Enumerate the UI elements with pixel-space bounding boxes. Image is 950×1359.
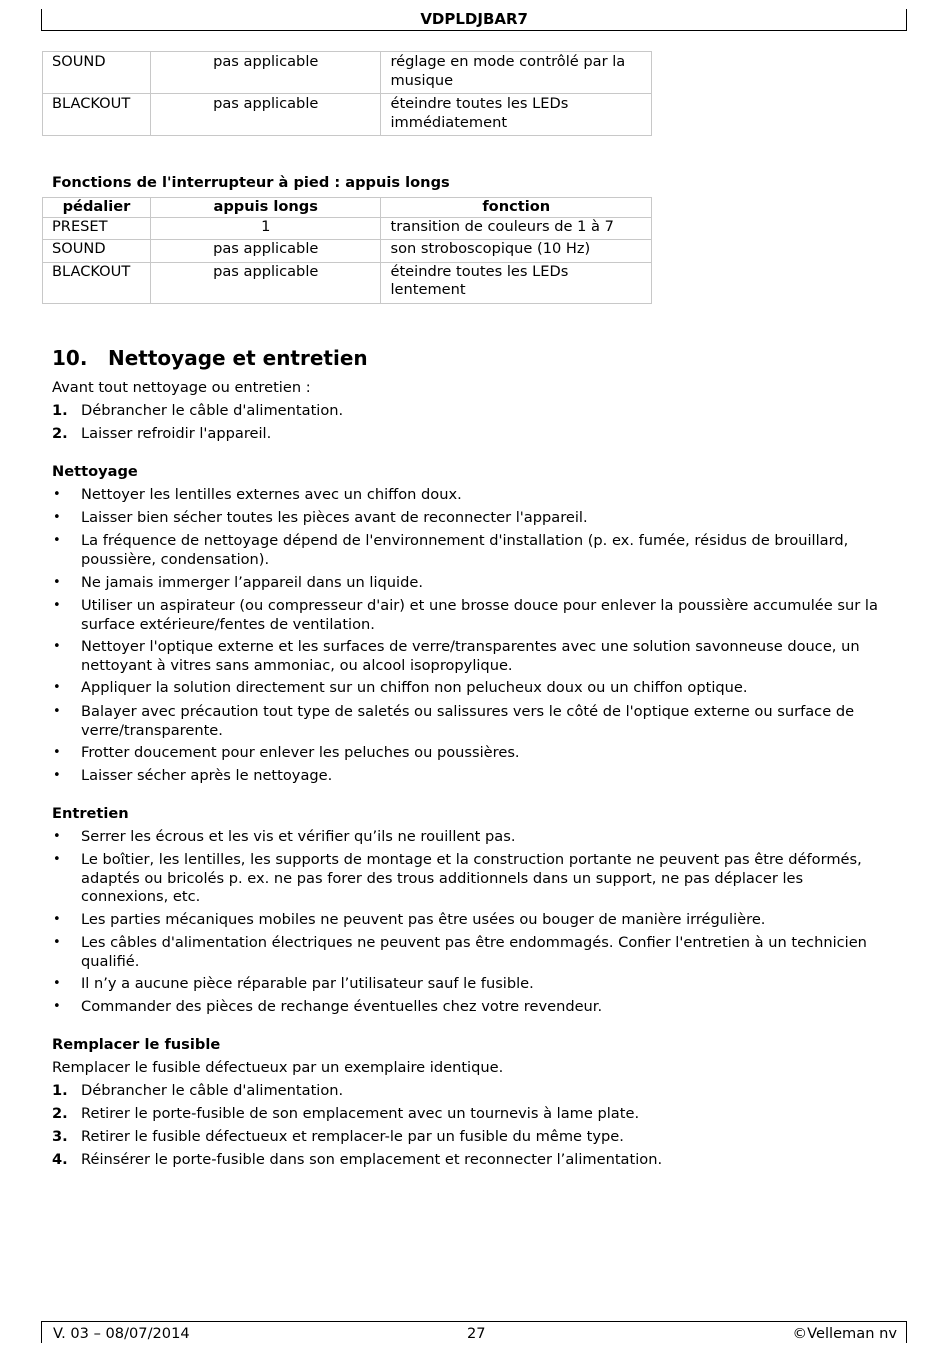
- table-caption: Fonctions de l'interrupteur à pied : appuis longs: [52, 174, 450, 191]
- bullet-text: Les parties mécaniques mobiles ne peuvent pas être usées ou bouger de manière irrégulière.: [81, 911, 766, 928]
- bullet-icon: •: [53, 533, 61, 548]
- copyright: ©Velleman nv: [792, 1325, 897, 1342]
- bullet-text: Nettoyer l'optique externe et les surfaces de verre/transparentes avec une solution savonneuse douce, un nettoyant à vitres sans ammoniac, ou alcool isopropylique.: [81, 638, 860, 674]
- page-footer: [41, 1321, 907, 1343]
- step-text: Débrancher le câble d'alimentation.: [81, 402, 344, 419]
- column-header: appuis longs: [150, 198, 381, 218]
- subheading-cleaning: Nettoyage: [52, 463, 138, 480]
- table-cell: pas applicable: [150, 262, 381, 303]
- document-title: VDPLDJBAR7: [420, 10, 528, 28]
- bullet-icon: •: [53, 704, 61, 719]
- bullet-text: Les câbles d'alimentation électriques ne peuvent pas être endommagés. Confier l'entretien à un technicien qualifié.: [81, 934, 867, 970]
- column-header: pédalier: [43, 198, 151, 218]
- bullet-icon: •: [53, 912, 61, 927]
- fuse-intro: Remplacer le fusible défectueux par un exemplaire identique.: [52, 1059, 504, 1076]
- bullet-text: Il n’y a aucune pièce réparable par l’utilisateur sauf le fusible.: [81, 975, 534, 992]
- bullet-icon: •: [53, 639, 61, 654]
- function-table-short: [42, 51, 652, 136]
- bullet-icon: •: [53, 510, 61, 525]
- table-cell: PRESET: [43, 217, 151, 240]
- step-number: 1.: [52, 1082, 68, 1099]
- step-text: Débrancher le câble d'alimentation.: [81, 1082, 344, 1099]
- bullet-text: La fréquence de nettoyage dépend de l'environnement d'installation (p. ex. fumée, résidus de brouillard, poussière, condensation).: [81, 532, 849, 568]
- section-heading: [52, 346, 368, 370]
- bullet-text: Serrer les écrous et les vis et vérifier qu’ils ne rouillent pas.: [81, 828, 516, 845]
- bullet-icon: •: [53, 598, 61, 613]
- page-header: [41, 9, 907, 31]
- table-cell: éteindre toutes les LEDs lentement: [381, 262, 652, 303]
- table-cell: SOUND: [43, 240, 151, 263]
- step-number: 1.: [52, 402, 68, 419]
- table-row: [43, 52, 652, 94]
- bullet-icon: •: [53, 829, 61, 844]
- bullet-text: Commander des pièces de rechange éventuelles chez votre revendeur.: [81, 998, 603, 1015]
- table-row: [43, 262, 652, 303]
- bullet-text: Laisser bien sécher toutes les pièces avant de reconnecter l'appareil.: [81, 509, 588, 526]
- step-text: Retirer le fusible défectueux et remplacer-le par un fusible du même type.: [81, 1128, 624, 1145]
- table-cell: réglage en mode contrôlé par la musique: [381, 52, 652, 94]
- table-cell: 1: [150, 217, 381, 240]
- page-number: 27: [467, 1325, 486, 1342]
- step-text: Retirer le porte-fusible de son emplacement avec un tournevis à lame plate.: [81, 1105, 640, 1122]
- bullet-icon: •: [53, 487, 61, 502]
- version-date: V. 03 – 08/07/2014: [53, 1325, 190, 1342]
- table-row: [43, 240, 652, 263]
- bullet-icon: •: [53, 935, 61, 950]
- bullet-text: Frotter doucement pour enlever les peluches ou poussières.: [81, 744, 520, 761]
- bullet-text: Ne jamais immerger l’appareil dans un liquide.: [81, 574, 423, 591]
- table-cell: BLACKOUT: [43, 262, 151, 303]
- bullet-icon: •: [53, 575, 61, 590]
- step-number: 3.: [52, 1128, 68, 1145]
- subheading-fuse: Remplacer le fusible: [52, 1036, 221, 1053]
- table-cell: son stroboscopique (10 Hz): [381, 240, 652, 263]
- bullet-text: Nettoyer les lentilles externes avec un chiffon doux.: [81, 486, 462, 503]
- bullet-text: Laisser sécher après le nettoyage.: [81, 767, 333, 784]
- table-row: [43, 217, 652, 240]
- table-cell: SOUND: [43, 52, 151, 94]
- section-number: 10.: [52, 346, 88, 370]
- function-table-long: [42, 197, 652, 304]
- section-title: Nettoyage et entretien: [108, 346, 368, 370]
- table-header-row: [43, 198, 652, 218]
- step-number: 2.: [52, 425, 68, 442]
- section-intro: Avant tout nettoyage ou entretien :: [52, 379, 311, 396]
- table-cell: pas applicable: [150, 240, 381, 263]
- bullet-icon: •: [53, 768, 61, 783]
- table-cell: pas applicable: [150, 52, 381, 94]
- bullet-icon: •: [53, 999, 61, 1014]
- bullet-icon: •: [53, 976, 61, 991]
- bullet-text: Le boîtier, les lentilles, les supports de montage et la construction portante ne peuvent pas être déformés, adaptés ou bricolés p. ex. ne pas forer des trous additionnels dans un support, ne pas déplacer les connexions, etc.: [81, 851, 862, 905]
- step-text: Laisser refroidir l'appareil.: [81, 425, 272, 442]
- bullet-text: Utiliser un aspirateur (ou compresseur d'air) et une brosse douce pour enlever la poussière accumulée sur la surface extérieure/fentes de ventilation.: [81, 597, 878, 633]
- table-cell: transition de couleurs de 1 à 7: [381, 217, 652, 240]
- bullet-text: Appliquer la solution directement sur un chiffon non pelucheux doux ou un chiffon optique.: [81, 679, 748, 696]
- column-header: fonction: [381, 198, 652, 218]
- table-cell: pas applicable: [150, 94, 381, 136]
- table-row: [43, 94, 652, 136]
- bullet-text: Balayer avec précaution tout type de saletés ou salissures vers le côté de l'optique externe ou surface de verre/transparente.: [81, 703, 855, 739]
- table-cell: éteindre toutes les LEDs immédiatement: [381, 94, 652, 136]
- step-text: Réinsérer le porte-fusible dans son emplacement et reconnecter l’alimentation.: [81, 1151, 663, 1168]
- bullet-icon: •: [53, 745, 61, 760]
- subheading-maintenance: Entretien: [52, 805, 129, 822]
- bullet-icon: •: [53, 852, 61, 867]
- step-number: 4.: [52, 1151, 68, 1168]
- bullet-icon: •: [53, 680, 61, 695]
- step-number: 2.: [52, 1105, 68, 1122]
- table-cell: BLACKOUT: [43, 94, 151, 136]
